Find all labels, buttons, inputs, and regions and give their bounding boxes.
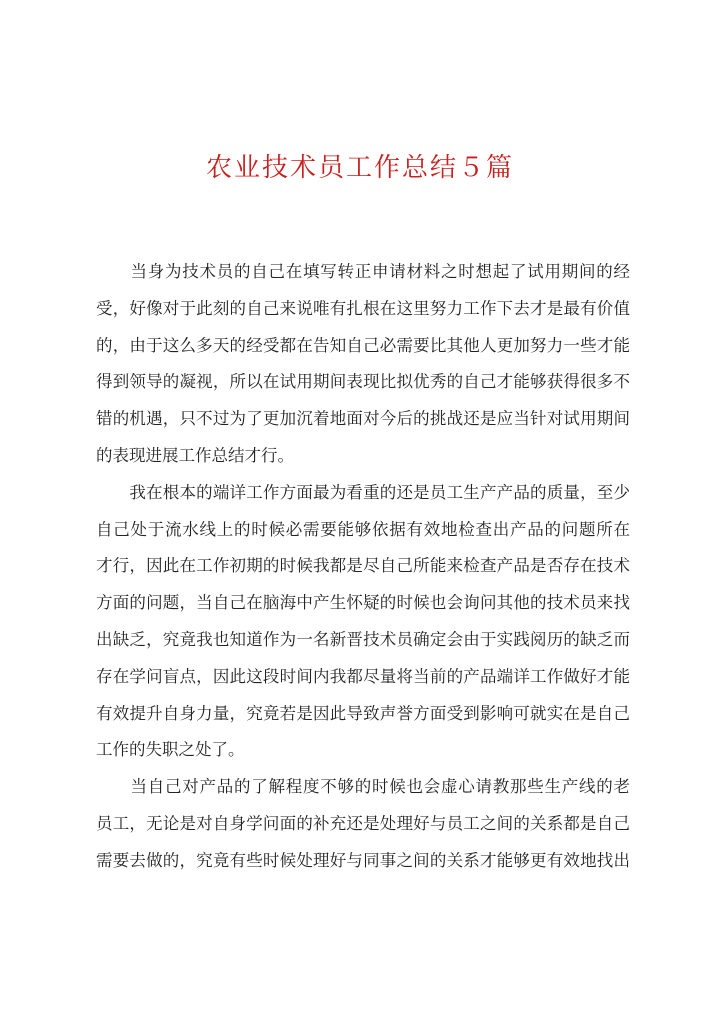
paragraph-3	[96, 769, 630, 879]
paragraph-1	[96, 254, 630, 475]
document-body	[96, 254, 630, 880]
paragraph-line: 当自己对产品的了解程度不够的时候也会虚心请教那些生产线的老	[96, 777, 630, 797]
paragraph-line: 员工，无论是对自身学问面的补充还是处理好与员工之间的关系都是自己	[96, 813, 630, 833]
document-title: 农业技术员工作总结５篇	[205, 153, 514, 183]
paragraph-line: 的，由于这么多天的经受都在告知自己必需要比其他人更加努力一些才能	[96, 335, 630, 355]
paragraph-line: 方面的问题，当自己在脑海中产生怀疑的时候也会询问其他的技术员来找	[96, 593, 630, 613]
paragraph-line: 有效提升自身力量，究竟若是因此导致声誉方面受到影响可就实在是自己	[96, 703, 630, 723]
paragraph-line: 工作的失职之处了。	[96, 740, 245, 760]
paragraph-line: 我在根本的端详工作方面最为看重的还是员工生产产品的质量，至少	[96, 482, 630, 502]
paragraph-line: 存在学问盲点，因此这段时间内我都尽量将当前的产品端详工作做好才能	[96, 666, 630, 686]
paragraph-2	[96, 475, 630, 769]
paragraph-line: 当身为技术员的自己在填写转正申请材料之时想起了试用期间的经	[96, 262, 630, 281]
paragraph-line: 需要去做的，究竟有些时候处理好与同事之间的关系才能够更有效地找出	[96, 850, 630, 870]
paragraph-line: 的表现进展工作总结才行。	[96, 445, 294, 465]
paragraph-line: 自己处于流水线上的时候必需要能够依据有效地检查出产品的问题所在	[96, 519, 630, 539]
paragraph-line: 受，好像对于此刻的自己来说唯有扎根在这里努力工作下去才是最有价值	[96, 298, 630, 318]
paragraph-line: 出缺乏，究竟我也知道作为一名新晋技术员确定会由于实践阅历的缺乏而	[96, 629, 630, 649]
paragraph-line: 错的机遇，只不过为了更加沉着地面对今后的挑战还是应当针对试用期间	[96, 409, 630, 429]
paragraph-line: 得到领导的凝视，所以在试用期间表现比拟优秀的自己才能够获得很多不	[96, 372, 630, 392]
paragraph-line: 才行，因此在工作初期的时候我都是尽自己所能来检查产品是否存在技术	[96, 556, 630, 576]
